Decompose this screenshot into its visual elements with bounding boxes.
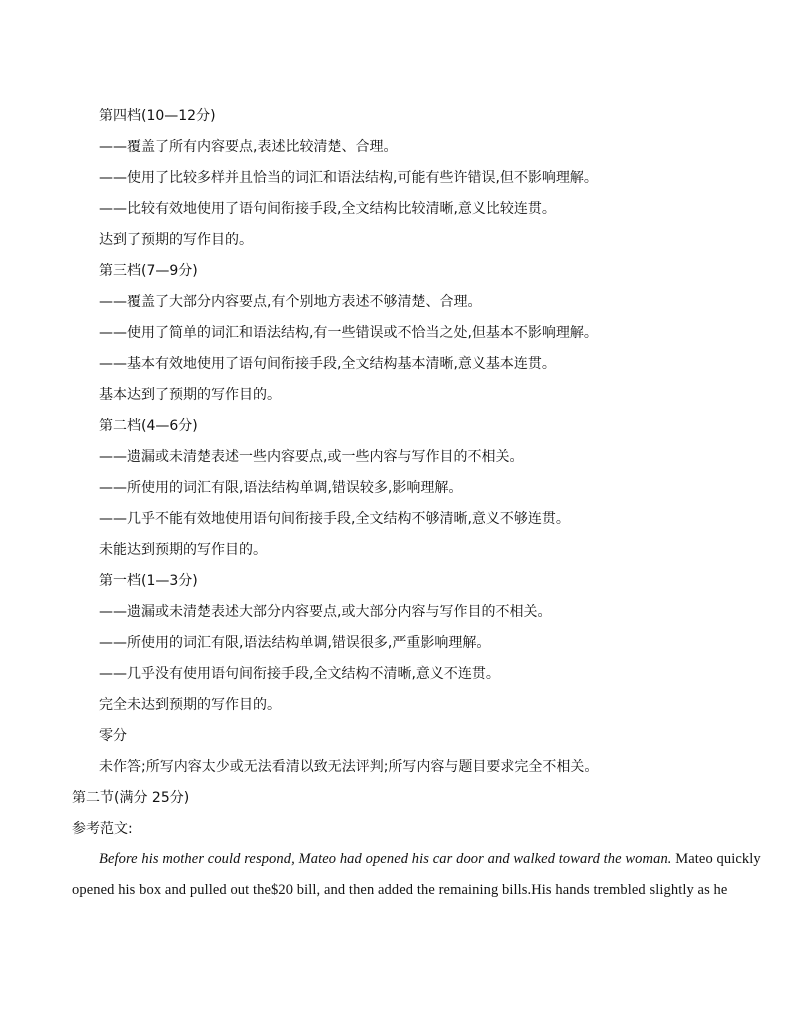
tier-4-summary: 达到了预期的写作目的。 — [99, 232, 253, 248]
tier-1-summary: 完全未达到预期的写作目的。 — [99, 697, 281, 713]
tier-2-criterion-3: ——几乎不能有效地使用语句间衔接手段,全文结构不够清晰,意义不够连贯。 — [99, 511, 570, 527]
sample-essay-line-2: opened his box and pulled out the$20 bill, and then added the remaining bills.His hands trembled slightly as he — [72, 882, 728, 898]
tier-4-heading: 第四档(10—12分) — [99, 108, 216, 124]
tier-0-heading: 零分 — [99, 728, 127, 744]
sample-essay-line-1-rest: Mateo quickly — [671, 851, 761, 867]
tier-2-heading: 第二档(4—6分) — [99, 418, 198, 434]
tier-1-criterion-3: ——几乎没有使用语句间衔接手段,全文结构不清晰,意义不连贯。 — [99, 666, 500, 682]
sample-essay-label: 参考范文: — [72, 821, 133, 837]
tier-3-criterion-3: ——基本有效地使用了语句间衔接手段,全文结构基本清晰,意义基本连贯。 — [99, 356, 556, 372]
tier-1-criterion-1: ——遗漏或未清楚表述大部分内容要点,或大部分内容与写作目的不相关。 — [99, 604, 552, 620]
tier-3-summary: 基本达到了预期的写作目的。 — [99, 387, 281, 403]
tier-1-heading: 第一档(1—3分) — [99, 573, 198, 589]
section-2-heading: 第二节(满分 25分) — [72, 790, 190, 806]
tier-0-criterion: 未作答;所写内容太少或无法看清以致无法评判;所写内容与题目要求完全不相关。 — [99, 759, 599, 775]
sample-essay-line-1 — [99, 850, 761, 868]
tier-2-summary: 未能达到预期的写作目的。 — [99, 542, 267, 558]
tier-4-criterion-3: ——比较有效地使用了语句间衔接手段,全文结构比较清晰,意义比较连贯。 — [99, 201, 556, 217]
sample-essay-italic-sentence: Before his mother could respond, Mateo had opened his car door and walked toward the woman. — [99, 851, 672, 867]
tier-2-criterion-1: ——遗漏或未清楚表述一些内容要点,或一些内容与写作目的不相关。 — [99, 449, 524, 465]
tier-3-criterion-1: ——覆盖了大部分内容要点,有个别地方表述不够清楚、合理。 — [99, 294, 482, 310]
tier-3-heading: 第三档(7—9分) — [99, 263, 198, 279]
tier-4-criterion-1: ——覆盖了所有内容要点,表述比较清楚、合理。 — [99, 139, 398, 155]
tier-3-criterion-2: ——使用了简单的词汇和语法结构,有一些错误或不恰当之处,但基本不影响理解。 — [99, 325, 598, 341]
tier-4-criterion-2: ——使用了比较多样并且恰当的词汇和语法结构,可能有些许错误,但不影响理解。 — [99, 170, 598, 186]
tier-2-criterion-2: ——所使用的词汇有限,语法结构单调,错误较多,影响理解。 — [99, 480, 463, 496]
tier-1-criterion-2: ——所使用的词汇有限,语法结构单调,错误很多,严重影响理解。 — [99, 635, 491, 651]
